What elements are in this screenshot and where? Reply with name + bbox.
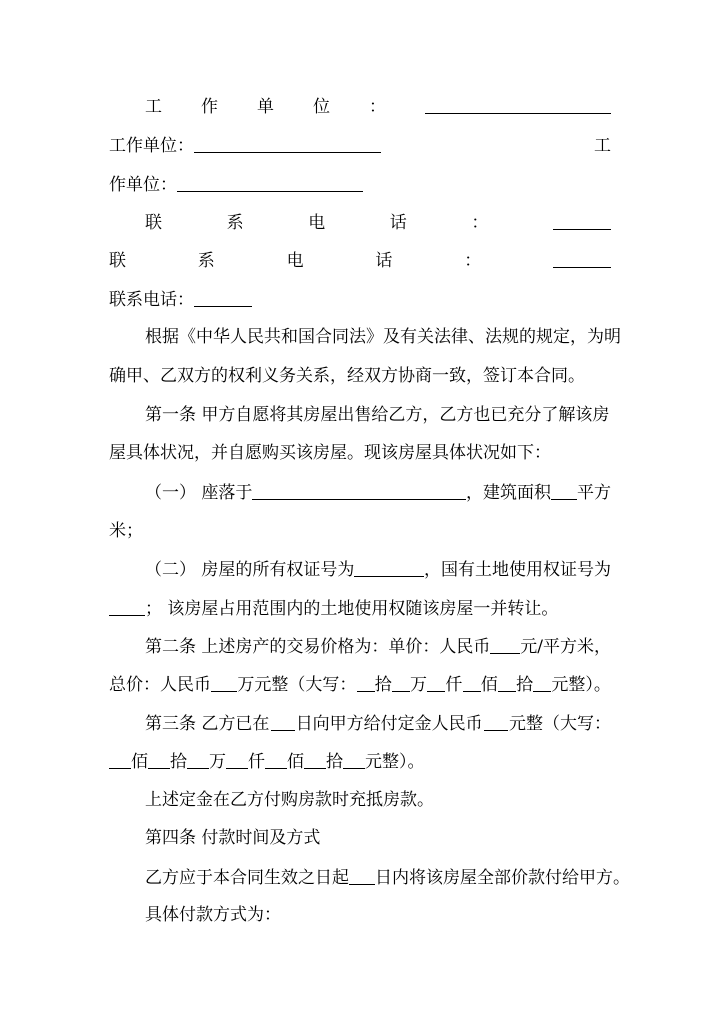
digit-unit: 仟 bbox=[445, 675, 463, 695]
char: 系 bbox=[226, 213, 244, 233]
payment-method-label: 具体付款方式为： bbox=[145, 905, 281, 925]
item-2-line-2 bbox=[109, 595, 611, 621]
article-3-mid: 日向甲方给付定金人民币 bbox=[295, 714, 483, 734]
amount-blank[interactable] bbox=[392, 673, 410, 692]
digit-unit: 拾 bbox=[516, 675, 534, 695]
item-2-mid: ，国有土地使用权证号为 bbox=[424, 560, 611, 580]
article-1-line-1: 第一条 甲方自愿将其房屋出售给乙方，乙方也已充分了解该房 bbox=[145, 405, 610, 425]
digit-unit: 拾 bbox=[170, 752, 187, 772]
item-1-prefix: （一） 座落于 bbox=[145, 483, 253, 503]
area-blank[interactable] bbox=[551, 481, 577, 500]
char: 作 bbox=[201, 97, 218, 117]
days-blank[interactable] bbox=[349, 866, 375, 885]
digit-unit: 佰 bbox=[131, 752, 148, 772]
char: 联 bbox=[109, 251, 126, 271]
phone-blank[interactable] bbox=[553, 249, 611, 268]
phone-blank[interactable] bbox=[553, 211, 611, 230]
article-2-suffix: 元/平方米， bbox=[520, 637, 611, 657]
article-4-line-1 bbox=[145, 864, 630, 890]
amount-blank[interactable] bbox=[226, 750, 248, 769]
work-unit-line-1 bbox=[145, 93, 611, 119]
item-1-mid: ，建筑面积 bbox=[466, 483, 552, 503]
digit-unit: 仟 bbox=[248, 752, 265, 772]
phone-line-2 bbox=[109, 247, 611, 273]
unit-price-blank[interactable] bbox=[490, 635, 520, 654]
work-unit-line-3 bbox=[109, 171, 611, 197]
char: 联 bbox=[145, 213, 162, 233]
article-2-line-2 bbox=[109, 671, 611, 697]
char: 话 bbox=[389, 213, 407, 233]
article-3-line-2 bbox=[109, 748, 449, 774]
work-unit-blank[interactable] bbox=[194, 134, 381, 153]
amount-blank[interactable] bbox=[357, 673, 375, 692]
date-blank[interactable] bbox=[271, 712, 295, 731]
ownership-cert-blank[interactable] bbox=[354, 558, 424, 577]
phone-label: 联系电话： bbox=[109, 290, 194, 310]
char: ： bbox=[369, 97, 386, 117]
item-1-line-1 bbox=[145, 479, 611, 505]
digit-unit: 拾 bbox=[326, 752, 343, 772]
amount-blank[interactable] bbox=[498, 673, 516, 692]
amount-blank[interactable] bbox=[148, 750, 170, 769]
amount-blank[interactable] bbox=[427, 673, 445, 692]
char: ： bbox=[464, 251, 482, 271]
location-blank[interactable] bbox=[252, 481, 466, 500]
article-3-prefix: 第三条 乙方已在 bbox=[145, 714, 270, 734]
item-1-suffix: 平方 bbox=[577, 483, 611, 503]
preamble-line-2: 确甲、乙双方的权利义务关系，经双方协商一致，签订本合同。 bbox=[109, 366, 585, 386]
article-1-line-2: 屋具体状况，并自愿购买该房屋。现该房屋具体状况如下： bbox=[109, 443, 551, 463]
article-4-suffix: 日内将该房屋全部价款付给甲方。 bbox=[375, 868, 630, 888]
char: 电 bbox=[308, 213, 326, 233]
char: 位 bbox=[313, 97, 330, 117]
amount-blank[interactable] bbox=[304, 750, 326, 769]
preamble-line-1: 根据《中华人民共和国合同法》及有关法律、法规的规定，为明 bbox=[145, 327, 621, 347]
work-unit-line-2 bbox=[109, 132, 611, 158]
digit-unit: 万 bbox=[209, 752, 226, 772]
total-end: 元整）。 bbox=[551, 675, 611, 695]
phone-line-1 bbox=[145, 209, 611, 235]
item-2-line-1 bbox=[145, 556, 611, 582]
total-unit: 万元整（大写： bbox=[237, 675, 357, 695]
work-unit-tail: 工 bbox=[594, 136, 611, 156]
char: 系 bbox=[197, 251, 215, 271]
digit-unit: 佰 bbox=[480, 675, 498, 695]
total-label: 总价：人民币 bbox=[109, 675, 211, 695]
article-2-prefix: 第二条 上述房产的交易价格为：单价：人民币 bbox=[145, 637, 491, 657]
article-2-line-1 bbox=[145, 633, 611, 659]
work-unit-label: 工作单位： bbox=[109, 136, 194, 156]
amount-blank[interactable] bbox=[463, 673, 481, 692]
char: 工 bbox=[145, 97, 162, 117]
deposit-blank[interactable] bbox=[484, 712, 508, 731]
amount-blank[interactable] bbox=[343, 750, 365, 769]
char: 单 bbox=[257, 97, 274, 117]
article-4-prefix: 乙方应于本合同生效之日起 bbox=[145, 868, 349, 888]
article-3-line-1 bbox=[145, 710, 611, 736]
work-unit-blank[interactable] bbox=[177, 173, 363, 192]
work-unit-blank[interactable] bbox=[425, 95, 611, 114]
char: 话 bbox=[375, 251, 393, 271]
article-3-suffix: 元整（大写： bbox=[508, 714, 611, 734]
amount-blank[interactable] bbox=[109, 750, 131, 769]
digit-unit: 佰 bbox=[287, 752, 304, 772]
item-2-prefix: （二） 房屋的所有权证号为 bbox=[145, 560, 355, 580]
digit-unit: 万 bbox=[410, 675, 428, 695]
item-2-tail: ； 该房屋占用范围内的土地使用权随该房屋一并转让。 bbox=[145, 599, 559, 619]
digit-unit: 拾 bbox=[374, 675, 392, 695]
article-4-heading: 第四条 付款时间及方式 bbox=[145, 828, 321, 848]
phone-blank[interactable] bbox=[194, 288, 252, 307]
land-cert-blank[interactable] bbox=[109, 597, 145, 616]
deposit-note: 上述定金在乙方付购房款时充抵房款。 bbox=[145, 790, 434, 810]
char: 电 bbox=[286, 251, 304, 271]
deposit-end: 元整）。 bbox=[365, 752, 425, 772]
amount-blank[interactable] bbox=[533, 673, 551, 692]
phone-line-3 bbox=[109, 286, 611, 312]
total-blank[interactable] bbox=[211, 673, 237, 692]
char: ： bbox=[471, 213, 489, 233]
amount-blank[interactable] bbox=[265, 750, 287, 769]
amount-blank[interactable] bbox=[187, 750, 209, 769]
work-unit-label: 作单位： bbox=[109, 175, 177, 195]
item-1-line-2: 米； bbox=[109, 521, 143, 541]
